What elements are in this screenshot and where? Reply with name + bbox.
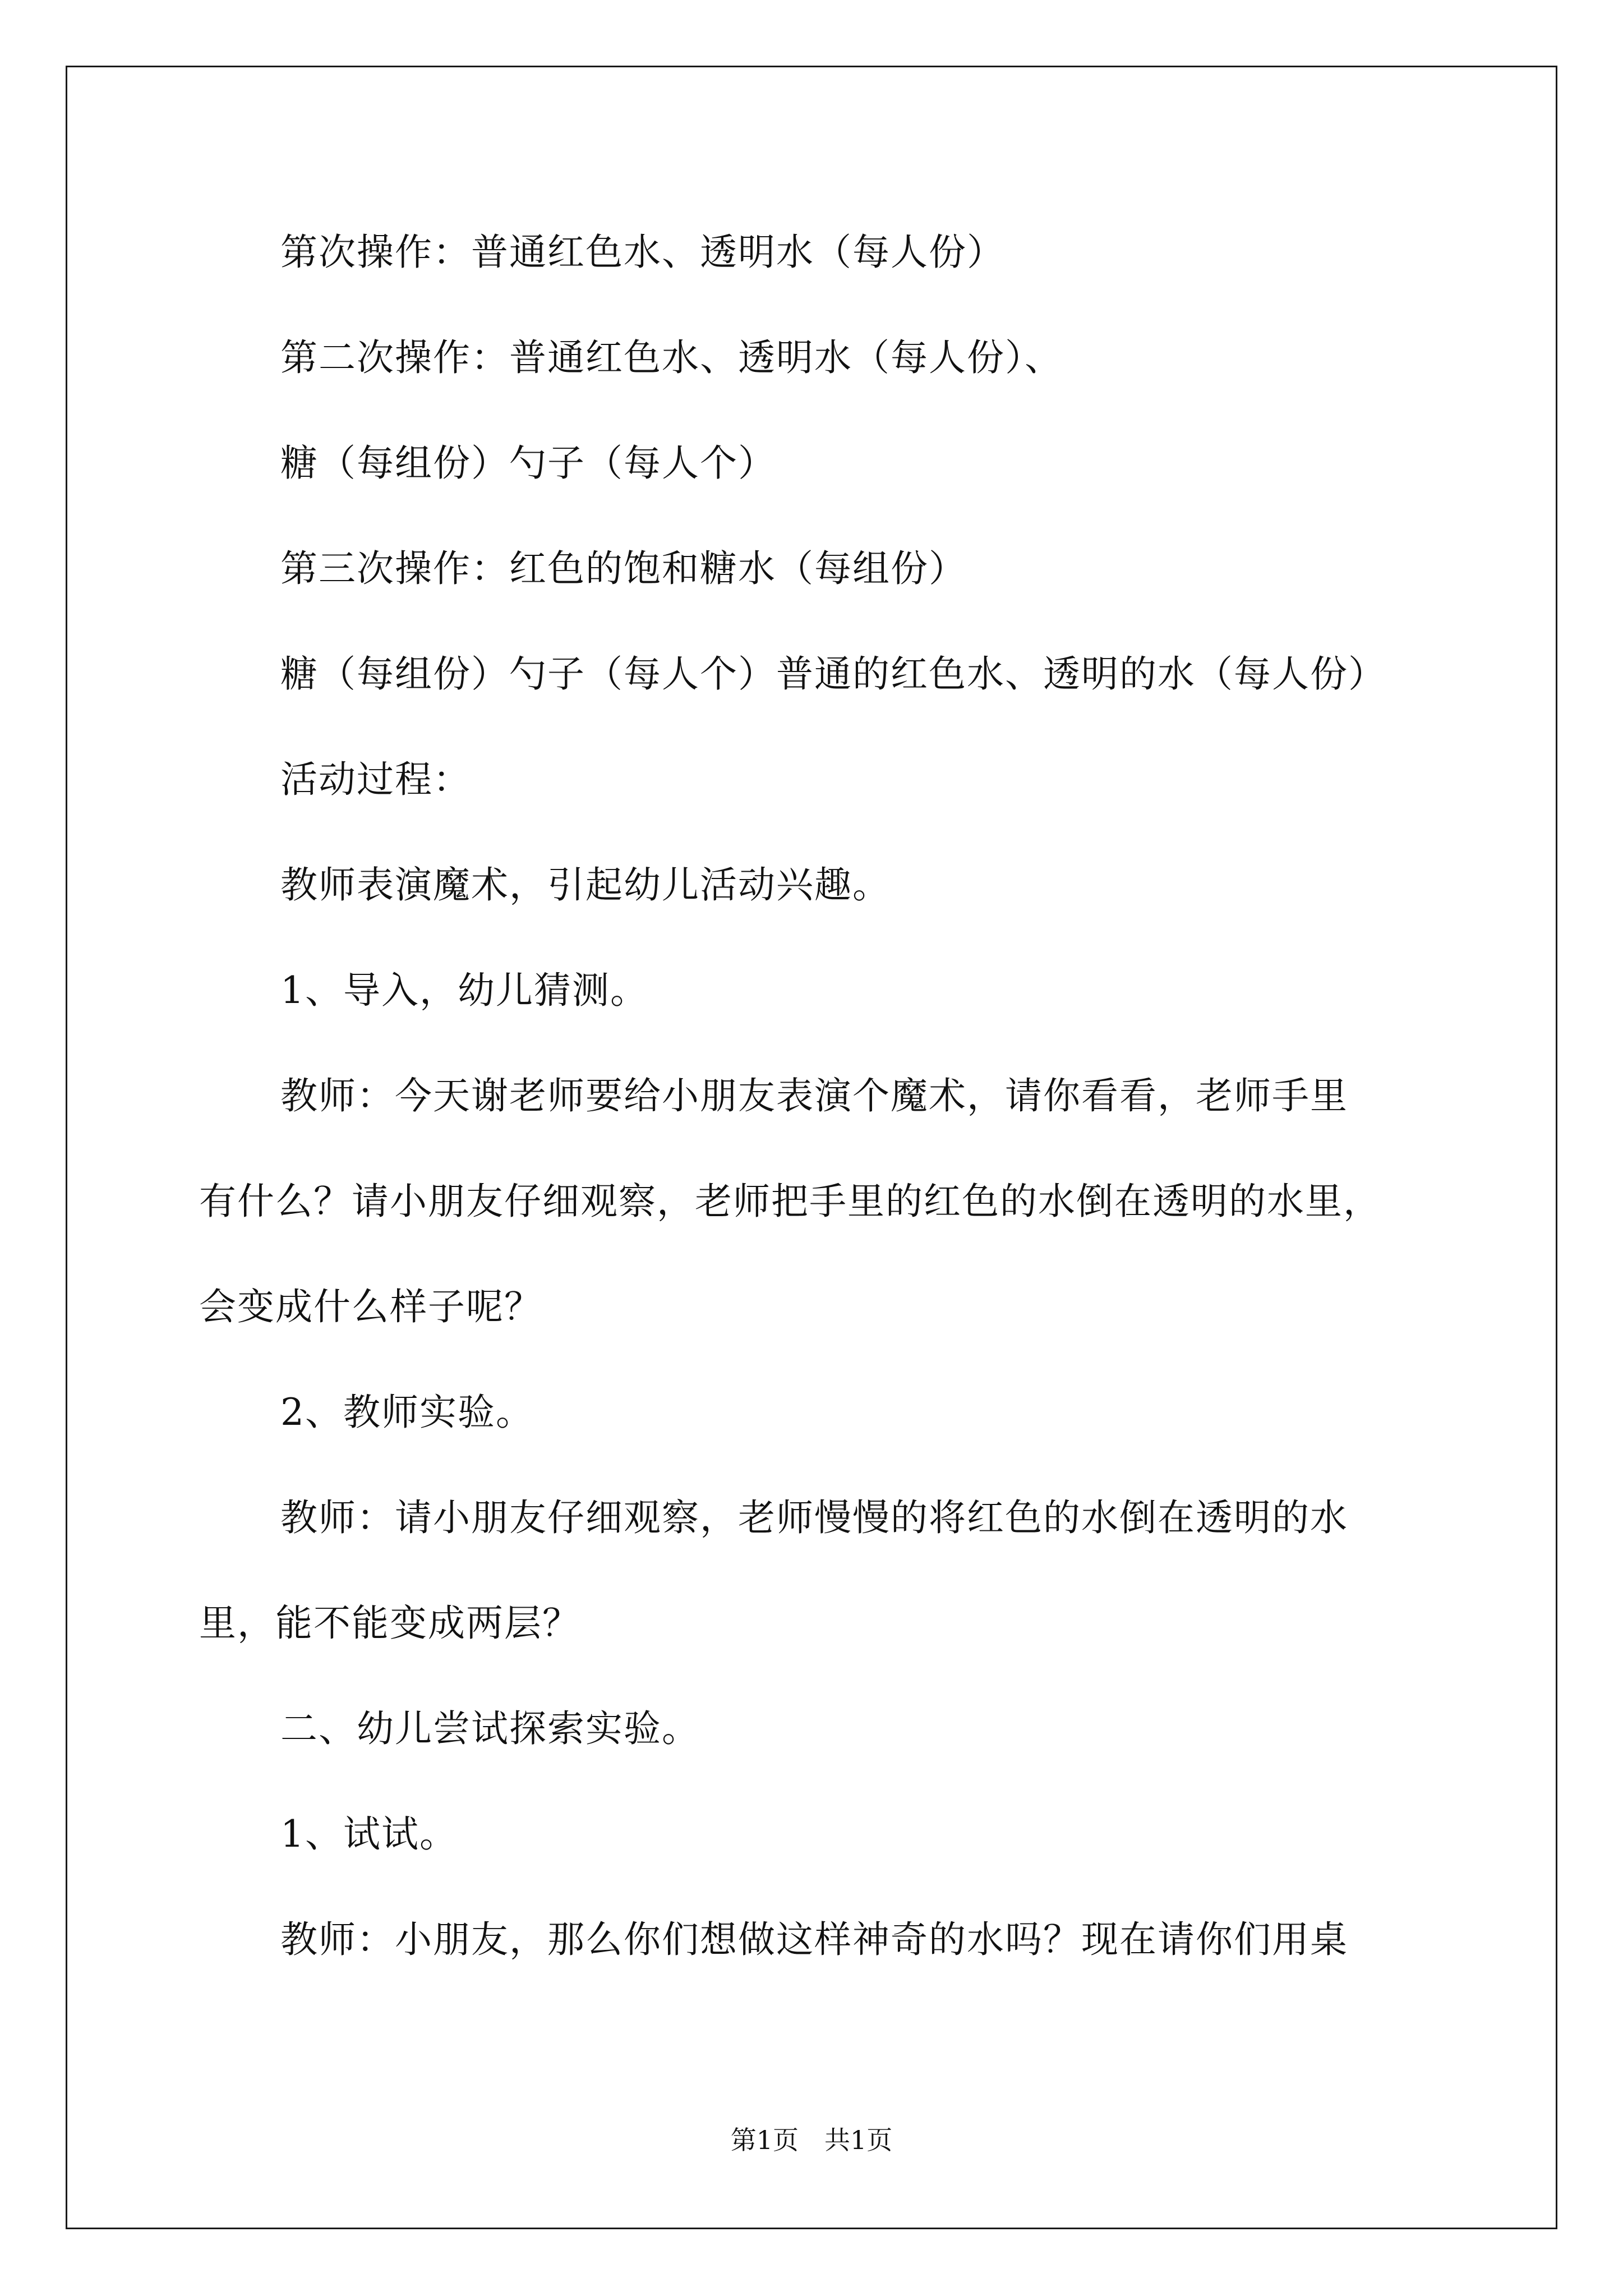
text-line: 第二次操作：普通红色水、透明水（每人份）、 [280, 336, 1063, 379]
text-line: 第三次操作：红色的饱和糖水（每组份） [280, 547, 967, 590]
text-line: 教师表演魔术，引起幼儿活动兴趣。 [280, 863, 891, 907]
text-line: 糖（每组份）勺子（每人个） [280, 441, 776, 485]
page-border [66, 66, 1557, 2229]
text-line: 2、教师实验。 [280, 1391, 534, 1434]
text-line: 会变成什么样子呢？ [199, 1285, 542, 1328]
text-line: 二、幼儿尝试探索实验。 [280, 1707, 700, 1750]
text-line: 糖（每组份）勺子（每人个）普通的红色水、透明的水（每人份） [280, 652, 1386, 696]
page-number: 第1页 共1页 [730, 2125, 893, 2155]
text-line: 活动过程： [280, 758, 471, 801]
text-line: 教师：小朋友，那么你们想做这样神奇的水吗？现在请你们用桌 [280, 1918, 1348, 1961]
text-line: 有什么？请小朋友仔细观察，老师把手里的红色的水倒在透明的水里， [199, 1180, 1381, 1223]
text-line: 里，能不能变成两层？ [199, 1602, 580, 1645]
text-line: 教师：请小朋友仔细观察，老师慢慢的将红色的水倒在透明的水 [280, 1496, 1348, 1539]
text-line: 1、试试。 [280, 1812, 458, 1856]
text-line: 教师：今天谢老师要给小朋友表演个魔术，请你看看，老师手里 [280, 1074, 1348, 1117]
text-line: 第次操作：普通红色水、透明水（每人份） [280, 231, 1005, 274]
text-line: 1、导入，幼儿猜测。 [280, 969, 648, 1012]
page-footer [0, 2123, 1623, 2157]
